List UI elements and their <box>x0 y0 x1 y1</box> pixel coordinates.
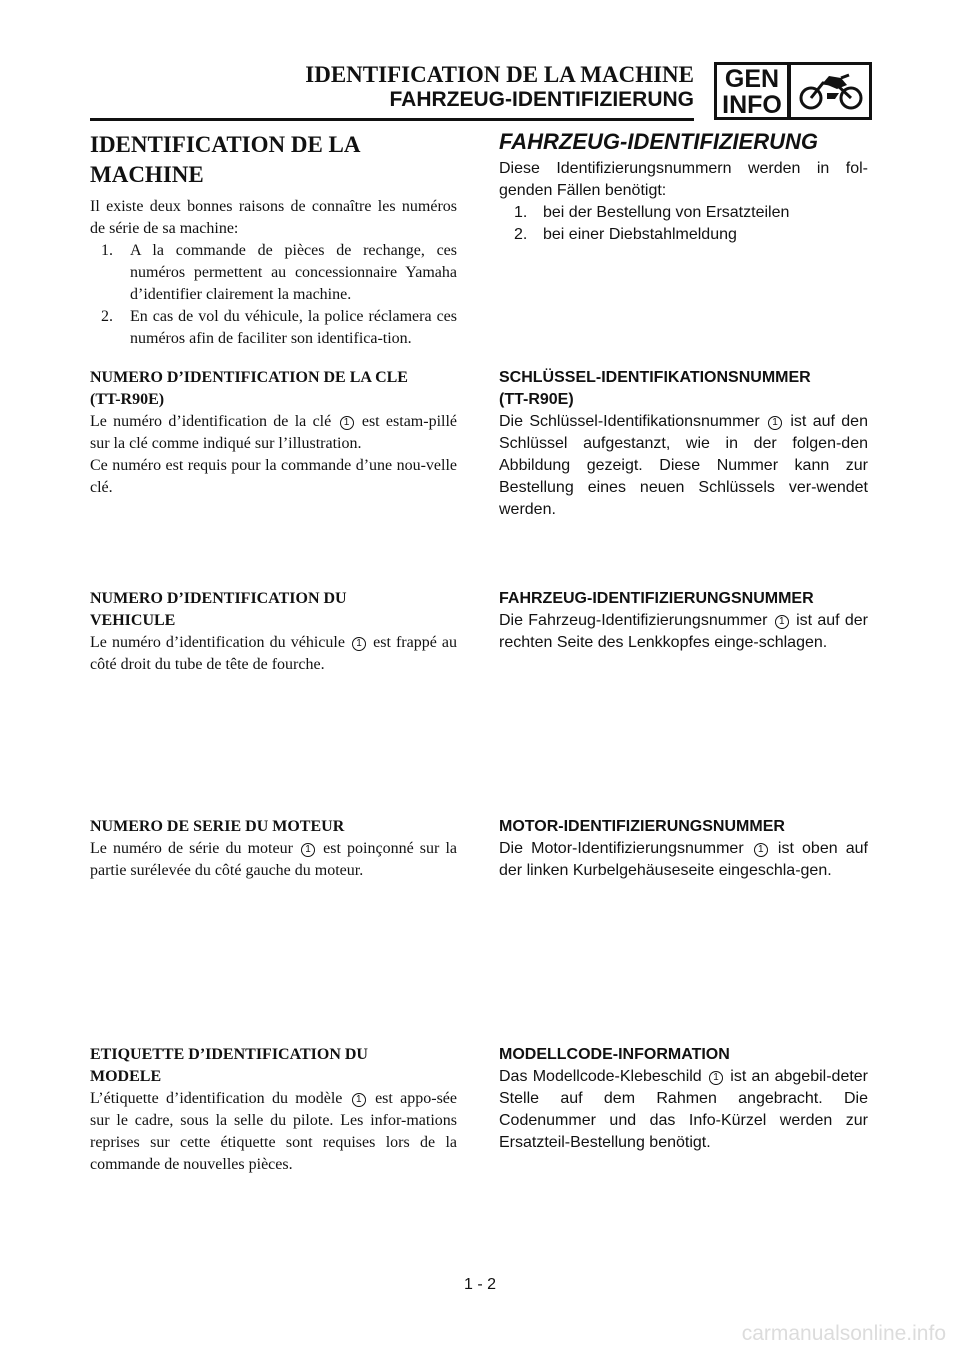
paragraph-de-engine <box>499 838 868 882</box>
list-item <box>499 224 868 246</box>
list-number: 2. <box>101 308 113 325</box>
paragraph-de-intro: Diese Identifizierungsnummern werden in fol-genden Fällen benötigt: <box>499 160 868 199</box>
list-text: A la commande de pièces de rechange, ces numéros permettent au concessionnaire Yamaha d’identifier clairement la machine. <box>130 242 457 303</box>
section-de-intro <box>499 128 868 246</box>
paragraph-de-model <box>499 1066 868 1154</box>
heading-de-engine: MOTOR-IDENTIFIZIERUNGSNUMMER <box>499 818 785 835</box>
heading-fr-vehicle <box>90 588 457 632</box>
heading-line: SCHLÜSSEL-IDENTIFIKATIONSNUMMER <box>499 369 811 386</box>
list-number: 1. <box>514 204 528 221</box>
section-fr-intro <box>90 130 457 350</box>
watermark-text: carmanualsonline.info <box>741 1322 946 1345</box>
header-title-de: FAHRZEUG-IDENTIFIZIERUNG <box>389 88 694 111</box>
list-item <box>90 240 457 306</box>
text-run: Das Modellcode-Klebeschild <box>499 1068 702 1085</box>
callout-number: 1 <box>775 615 789 629</box>
text-run: ist auf der rechten Seite des Lenkkopfes einge-schlagen. <box>499 612 868 651</box>
heading-de-vehicle: FAHRZEUG-IDENTIFIZIERUNGSNUMMER <box>499 590 814 607</box>
paragraph-fr-vehicle <box>90 632 457 676</box>
list-item <box>499 202 868 224</box>
heading-line: NUMERO D’IDENTIFICATION DU <box>90 590 347 607</box>
heading-line: (TT-R90E) <box>90 391 165 408</box>
paragraph-fr-key <box>90 411 457 455</box>
heading-line: VEHICULE <box>90 612 176 629</box>
callout-number: 1 <box>340 416 354 430</box>
callout-number: 1 <box>301 843 315 857</box>
text-run: Die Schlüssel-Identifikationsnummer <box>499 413 760 430</box>
heading-line: IDENTIFICATION DE LA <box>90 132 361 157</box>
paragraph-fr-engine <box>90 838 457 882</box>
section-fr-engine <box>90 816 457 882</box>
paragraph-de-vehicle <box>499 610 868 654</box>
heading-line: MODELE <box>90 1068 162 1085</box>
text-run: ist an abgebil-deter Stelle auf dem Rahmen angebracht. Die Codenummer und das Info-Kürzel werden zur Ersatzteil-Bestellung benötigt. <box>499 1068 869 1151</box>
heading-fr-key <box>90 367 457 411</box>
section-de-key <box>499 367 868 521</box>
gen-info-badge <box>714 62 790 120</box>
text-run: Die Fahrzeug-Identifizierungsnummer <box>499 612 768 629</box>
heading-de-key <box>499 367 868 411</box>
text-run: Le numéro de série du moteur <box>90 840 293 857</box>
section-de-model <box>499 1044 868 1154</box>
paragraph-fr-intro: Il existe deux bonnes raisons de connaître les numéros de série de sa machine: <box>90 198 457 237</box>
badge-line-1: GEN <box>724 65 780 93</box>
section-fr-model <box>90 1044 457 1176</box>
section-fr-vehicle <box>90 588 457 676</box>
text-run: ist oben auf der linken Kurbelgehäuseseite eingeschla-gen. <box>499 840 868 879</box>
list-text: En cas de vol du véhicule, la police réclamera ces numéros afin de faciliter son identifica-tion. <box>130 308 457 347</box>
page-header <box>305 62 694 112</box>
heading-line: MACHINE <box>90 162 204 187</box>
list-text: bei einer Diebstahlmeldung <box>543 226 737 243</box>
list-text: bei der Bestellung von Ersatzteilen <box>543 204 790 221</box>
section-de-engine <box>499 816 868 882</box>
heading-fr-intro <box>90 130 457 190</box>
badge-line-2: INFO <box>722 91 782 119</box>
heading-line: NUMERO D’IDENTIFICATION DE LA CLE <box>90 369 408 386</box>
heading-line: ETIQUETTE D’IDENTIFICATION DU <box>90 1046 368 1063</box>
header-divider <box>90 118 694 121</box>
heading-line: (TT-R90E) <box>499 391 574 408</box>
heading-de-model: MODELLCODE-INFORMATION <box>499 1046 730 1063</box>
heading-fr-engine: NUMERO DE SERIE DU MOTEUR <box>90 818 345 835</box>
list-item <box>90 306 457 350</box>
text-run: est appo-sée sur le cadre, sous la selle du pilote. Les infor-mations reprises sur cette étiquette sont requises lors de la commande de nouvelles pièces. <box>90 1090 458 1173</box>
text-run: Die Motor-Identifizierungsnummer <box>499 840 744 857</box>
callout-number: 1 <box>754 843 768 857</box>
paragraph-fr-model <box>90 1088 457 1176</box>
list-number: 1. <box>101 242 113 259</box>
text-run: est poinçonné sur la partie surélevée du côté gauche du moteur. <box>90 840 457 879</box>
text-run: Le numéro d’identification de la clé <box>90 413 332 430</box>
text-run: ist auf den Schlüssel aufgestanzt, wie in der folgen-den Abbildung gezeigt. Diese Nummer kann zur Bestellung eines neuen Schlüssels ver-wendet werden. <box>499 413 868 518</box>
motorcycle-badge <box>788 62 872 120</box>
motorcycle-icon <box>797 73 865 111</box>
section-fr-key <box>90 367 457 499</box>
page-number: 1 - 2 <box>463 1276 496 1293</box>
callout-number: 1 <box>352 637 366 651</box>
text-run: est estam-pillé sur la clé comme indiqué sur l’illustration. <box>90 413 458 452</box>
header-title-fr: IDENTIFICATION DE LA MACHINE <box>305 62 694 87</box>
text-run: L’étiquette d’identification du modèle <box>90 1090 343 1107</box>
text-run: Le numéro d’identification du véhicule <box>90 634 345 651</box>
paragraph-de-key <box>499 411 868 521</box>
callout-number: 1 <box>352 1093 366 1107</box>
text-run: est frappé au côté droit du tube de tête de fourche. <box>90 634 458 673</box>
callout-number: 1 <box>768 416 782 430</box>
callout-number: 1 <box>709 1071 723 1085</box>
heading-de-intro: FAHRZEUG-IDENTIFIZIERUNG <box>499 129 818 154</box>
paragraph-fr-key-2: Ce numéro est requis pour la commande d’une nou-velle clé. <box>90 457 457 496</box>
heading-fr-model <box>90 1044 457 1088</box>
section-de-vehicle <box>499 588 868 654</box>
list-number: 2. <box>514 226 528 243</box>
